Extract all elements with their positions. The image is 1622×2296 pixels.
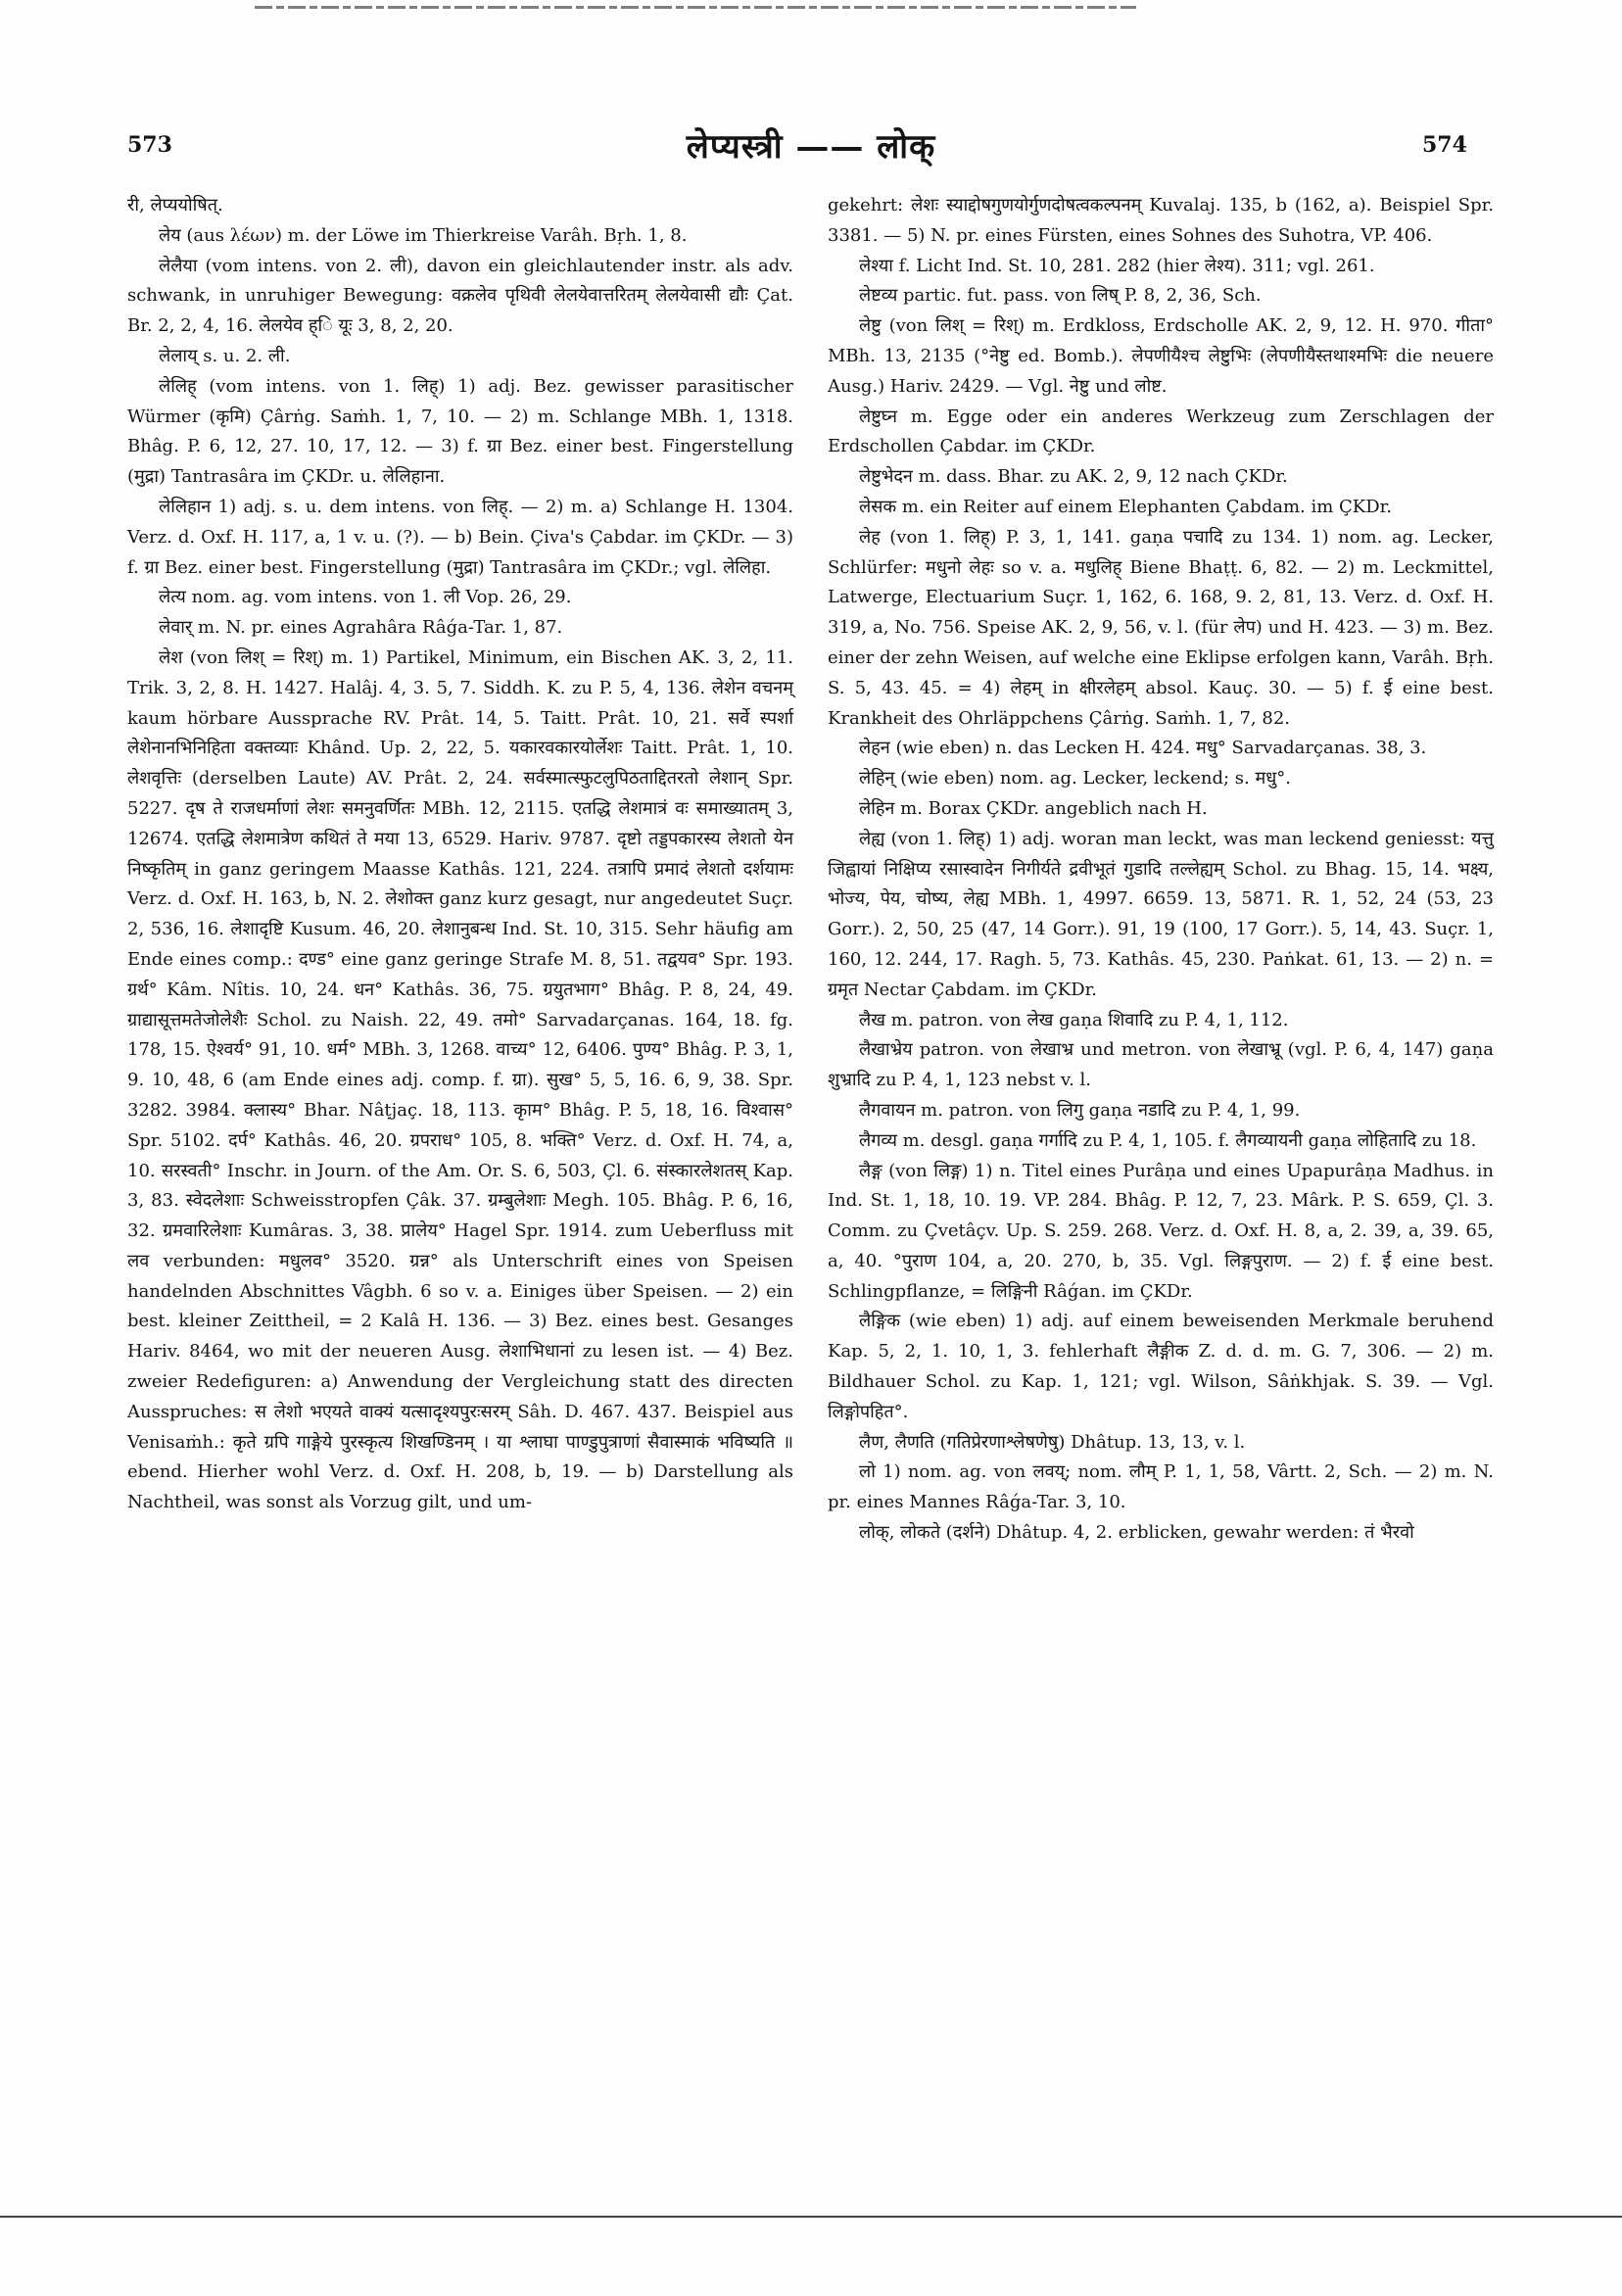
entry-lelay: लेलाय् s. u. 2. ली. xyxy=(159,345,291,366)
entry-lesha: लेश (von लिश् = रिश्) m. 1) Partikel, Minimum, ein Bischen AK. 3, 2, 11. Trik. 3, 2, 8. H. 1427. Halâj. 4, 3. 5, 7. Siddh. K. zu P. 5, 4, 136. लेशेन वचनम् kaum hörbare Aussprache RV. Prât. 14, 5. Taitt. Prât. 10, 21. सर्वे स्पर्शा लेशेनानभिनिहिता वक्तव्याः Khând. Up. 2, 22, 5. यकारवकारयोर्लेशः Taitt. Prât. 1, 10. लेशवृत्तिः (derselben Laute) AV. Prât. 2, 24. सर्वस्मात्स्फुटलुपिठताद्दितरतो लेशान् Spr. 5227. दृष ते राजधर्माणां लेशः समनुवर्णितः MBh. 12, 2115. एतद्धि लेशमात्रं वः समाख्यातम् 3, 12674. एतद्धि लेशमात्रेण कथितं ते मया 13, 6529. Hariv. 9787. दृष्टो तड्डपकारस्य लेशतो येन निष्कृतिम् in ganz geringem Maasse Kathâs. 121, 224. तत्रापि प्रमादं लेशतो दर्शयामः Verz. d. Oxf. H. 163, b, N. 2. लेशोक्त ganz kurz gesagt, nur angedeutet Suçr. 2, 536, 16. लेशादृष्टि Kusum. 46, 20. लेशानुबन्ध Ind. St. 10, 315. Sehr häufig am Ende eines comp.: दण्ड° eine ganz geringe Strafe M. 8, 51. तद्वयव° Spr. 193. ग्रर्थ° Kâm. Nîtis. 10, 24. धन° Kathâs. 36, 75. ग्रयुतभाग° Bhâg. P. 8, 24, 49. ग्राद्यासूत्तमतेजोलेशैः Schol. zu Naish. 22, 49. तमो° Sarvadarçanas. 164, 18. fg. 178, 15. ऐश्वर्य° 91, 10. धर्म° MBh. 3, 1268. वाच्य° 12, 6406. पुण्य° Bhâg. P. 3, 1, 9. 10, 48, 6 (am Ende eines adj. comp. f. ग्रा). सुख° 5, 5, 16. 6, 9, 38. Spr. 3282. 3984. क्लास्य° Bhar. Nâṭjaç. 18, 113. कृाम° Bhâg. P. 5, 18, 16. विश्वास° Spr. 5102. दर्प° Kathâs. 46, 20. ग्रपराध° 105, 8. भक्ति° Verz. d. Oxf. H. 74, a, 10. सरस्वती° Inschr. in Journ. of the Am. Or. S. 6, 503, Çl. 6. संस्कारलेशतस् Kap. 3, 83. स्वेदलेशाः Schweisstropfen Çâk. 37. ग्रम्बुलेशाः Megh. 105. Bhâg. P. 6, 16, 32. ग्रमवारिलेशाः Kumâras. 3, 38. प्रालेय° Hagel Spr. 1914. zum Ueberfluss mit लव verbunden: मधुलव° 3520. ग्रन्न° als Unterschrift eines von Speisen handelnden Abschnittes Vâgbh. 6 so v. a. Einiges über Speisen. — 2) ein best. kleiner Zeittheil, = 2 Kalâ H. 136. — 3) Bez. eines best. Gesanges Hariv. 8464, wo mit der neueren Ausg. लेशाभिधानां zu lesen ist. — 4) Bez. zweier Redefiguren: a) Anwendung der Vergleichung statt des directen Ausspruches: स लेशो भएयते वाक्यं यत्सादृश्यपुरःसरम् Sâh. D. 467. 437. Beispiel aus Venisaṁh.: कृते ग्रपि गाङ्गेये पुरस्कृत्य शिखण्डिनम् । या श्लाघा पाण्डुपुत्राणां सैवास्माकं भविष्यति ॥ ebend. Hierher wohl Verz. d. Oxf. H. 208, b, 19. — b) Darstellung als Nachtheil, was sonst als Vorzug gilt, und um- xyxy=(127,646,793,1513)
entry-lelihana: लेलिहान 1) adj. s. u. dem intens. von लिह्. — 2) m. a) Schlange H. 1304. Verz. d. Oxf. H. 117, a, 1 v. u. (?). — b) Bein. Çiva's Çabdar. im ÇKDr. — 3) f. ग्रा Bez. einer best. Fingerstellung (मुद्रा) Tantrasâra im ÇKDr.; vgl. लेलिहा. xyxy=(127,496,793,578)
entry-laigavya: लैगव्य m. desgl. gaṇa गर्गादि zu P. 4, 1, 105. f. लैगव्यायनी gaṇa लोहितादि zu 18. xyxy=(859,1129,1477,1151)
entry-lehina: लेहिन m. Borax ÇKDr. angeblich nach H. xyxy=(859,797,1208,819)
entry-lok: लोक्, लोकते (दर्शने) Dhâtup. 4, 2. erblicken, gewahr werden: तं भैरवो xyxy=(859,1522,1414,1544)
entry-leshtu: लेष्टु (von लिश् = रिश्) m. Erdkloss, Erdscholle AK. 2, 9, 12. H. 970. गीता° MBh. 13, 2135 (°नेष्टु ed. Bomb.). लेपणीयैश्च लेष्टुभिः (लेपणीयैस्तथाश्मभिः die neuere Ausg.) Hariv. 2429. — Vgl. नेष्टु und लोष्ट. xyxy=(828,315,1494,397)
entry-leshya: लेश्या f. Licht Ind. St. 10, 281. 282 (hier लेश्य). 311; vgl. 261. xyxy=(859,255,1375,276)
entry-lehya: लेह्य (von 1. लिह्) 1) adj. woran man leckt, was man leckend geniesst: यत्तु जिह्वायां निक्षिप्य रसास्वादेन निगीर्यते द्रवीभूतं गुडादि तल्लेह्यम् Schol. zu Bhag. 15, 14. भक्ष्य, भोज्य, पेय, चोष्य, लेह्य MBh. 1, 4997. 6659. 13, 5871. R. 1, 52, 24 (53, 23 Gorr.). 2, 50, 25 (47, 14 Gorr.). 91, 19 (100, 17 Gorr.). 5, 14, 43. Suçr. 1, 160, 12. 244, 17. Ragh. 5, 73. Kathâs. 45, 230. Paṅkat. 61, 13. — 2) n. = ग्रमृत Nectar Çabdam. im ÇKDr. xyxy=(828,828,1494,1000)
entry-leshtughna: लेष्टुघ्न m. Egge oder ein anderes Werkzeug zum Zerschlagen der Erdschollen Çabdar. im ÇKDr. xyxy=(828,406,1494,457)
entry-leshtavya: लेष्टव्य partic. fut. pass. von लिष् P. 8, 2, 36, Sch. xyxy=(859,285,1262,307)
entry-lo: लो 1) nom. ag. von लवय्; nom. लौम् P. 1, 1, 58, Vârtt. 2, Sch. — 2) m. N. pr. eines Mannes Râǵa-Tar. 3, 10. xyxy=(828,1461,1494,1513)
entry-lesaka: लेसक m. ein Reiter auf einem Elephanten Çabdam. im ÇKDr. xyxy=(859,496,1393,517)
entry-leya: लेय (aus λέων) m. der Löwe im Thierkreise Varâh. Bṛh. 1, 8. xyxy=(159,224,688,246)
entry-laikha: लैख m. patron. von लेख gaṇa शिवादि zu P. 4, 1, 112. xyxy=(859,1009,1289,1030)
entry-lehana: लेहन (wie eben) n. das Lecken H. 424. मधु° Sarvadarçanas. 38, 3. xyxy=(859,738,1427,759)
entry-lainga: लैङ्ग (von लिङ्ग) 1) n. Titel eines Purâṇa und eines Upapurâṇa Madhus. in Ind. St. 1, 18, 10. 19. VP. 284. Bhâg. P. 12, 7, 23. Mârk. P. S. 659, Çl. 3. Comm. zu Çvetâçv. Up. S. 259. 268. Verz. d. Oxf. H. 8, a, 2. 39, a, 39. 65, a, 40. °पुराण 104, a, 20. 270, b, 35. Vgl. लिङ्गपुराण. — 2) f. ई eine best. Schlingpflanze, = लिङ्गिनी Râǵan. im ÇKDr. xyxy=(828,1160,1494,1302)
left-column xyxy=(127,191,793,1518)
top-rule xyxy=(255,6,1136,9)
entry-leshtubhedana: लेष्टुभेदन m. dass. Bhar. zu AK. 2, 9, 12 nach ÇKDr. xyxy=(859,466,1288,488)
entry-lesha-cont: gekehrt: लेशः स्याद्दोषगुणयोर्गुणदोषत्वकल्पनम् Kuvalaj. 135, b (162, a). Beispiel Spr. 3381. — 5) N. pr. eines Fürsten, eines Sohnes des Suhotra, VP. 406. xyxy=(828,195,1494,246)
entry-laikhabhreya: लैखाभ्रेय patron. von लेखाभ्र und metron. von लेखाभ्रू (vgl. P. 6, 4, 147) gaṇa शुभ्रादि zu P. 4, 1, 123 nebst v. l. xyxy=(828,1039,1494,1091)
entry-laigavayana: लैगवायन m. patron. von लिगु gaṇa नडादि zu P. 4, 1, 99. xyxy=(859,1099,1301,1121)
entry-lelih: लेलिह् (vom intens. von 1. लिह्) 1) adj. Bez. gewisser parasitischer Würmer (कृमि) Çârṅg. Saṁh. 1, 7, 10. — 2) m. Schlange MBh. 1, 1318. Bhâg. P. 6, 12, 27. 10, 17, 12. — 3) f. ग्रा Bez. einer best. Fingerstellung (मुद्रा) Tantrasâra im ÇKDr. u. लेलिहाना. xyxy=(127,375,793,488)
entry-ri-lepyayoshit: री, लेप्ययोषित्. xyxy=(127,195,223,215)
entry-letya: लेत्य nom. ag. vom intens. von 1. ली Vop. 26, 29. xyxy=(159,587,572,608)
entry-leha: लेह (von 1. लिह्) P. 3, 1, 141. gaṇa पचादि zu 134. 1) nom. ag. Lecker, Schlürfer: मधुनो लेहः so v. a. मधुलिह् Biene Bhaṭṭ. 6, 82. — 2) m. Leckmittel, Latwerge, Electuarium Suçr. 1, 162, 6. 168, 9. 2, 81, 13. Verz. d. Oxf. H. 319, a, No. 756. Speise AK. 2, 9, 56, v. l. (für लेप) und H. 423. — 3) m. Bez. einer der zehn Weisen, auf welche eine Eklipse erfolgen kann, Varâh. Bṛh. S. 5, 43. 45. = 4) लेहम् in क्षीरलेहम् absol. Kauç. 30. — 5) f. ई eine best. Krankheit des Ohrläppchens Çârṅg. Saṁh. 1, 7, 82. xyxy=(828,526,1494,729)
entry-laingika: लैङ्गिक (wie eben) 1) adj. auf einem beweisenden Merkmale beruhend Kap. 5, 2, 1. 10, 1, 3. fehlerhaft लैङ्गीक Z. d. d. m. G. 7, 306. — 2) m. Bildhauer Schol. zu Kap. 1, 121; vgl. Wilson, Sâṅkhjak. S. 39. — Vgl. लिङ्गोपहित°. xyxy=(828,1311,1494,1422)
entry-lehin: लेहिन् (wie eben) nom. ag. Lecker, leckend; s. मधु°. xyxy=(859,768,1292,789)
page-header: लेप्यस्त्री —— लोक् xyxy=(686,127,936,167)
entry-lelaya: लेलैया (vom intens. von 2. ली), davon ein gleichlautender instr. als adv. schwank, in unruhiger Bewegung: वक्रलेव पृथिवी लेलयेवात्तरितम् लेलयेवासी द्यौः Çat. Br. 2, 2, 4, 16. लेलयेव ह्ि यूः 3, 8, 2, 20. xyxy=(127,255,793,337)
right-column xyxy=(828,191,1494,1549)
bottom-rule xyxy=(0,2216,1622,2218)
entry-laina: लैण, लैणति (गतिप्रेरणाश्लेषणेषु) Dhâtup. 13, 13, v. l. xyxy=(859,1431,1246,1453)
entry-levar: लेवार् m. N. pr. eines Agrahâra Râǵa-Tar. 1, 87. xyxy=(159,617,563,639)
page-number-left: 573 xyxy=(127,132,172,158)
page-number-right: 574 xyxy=(1422,132,1467,158)
